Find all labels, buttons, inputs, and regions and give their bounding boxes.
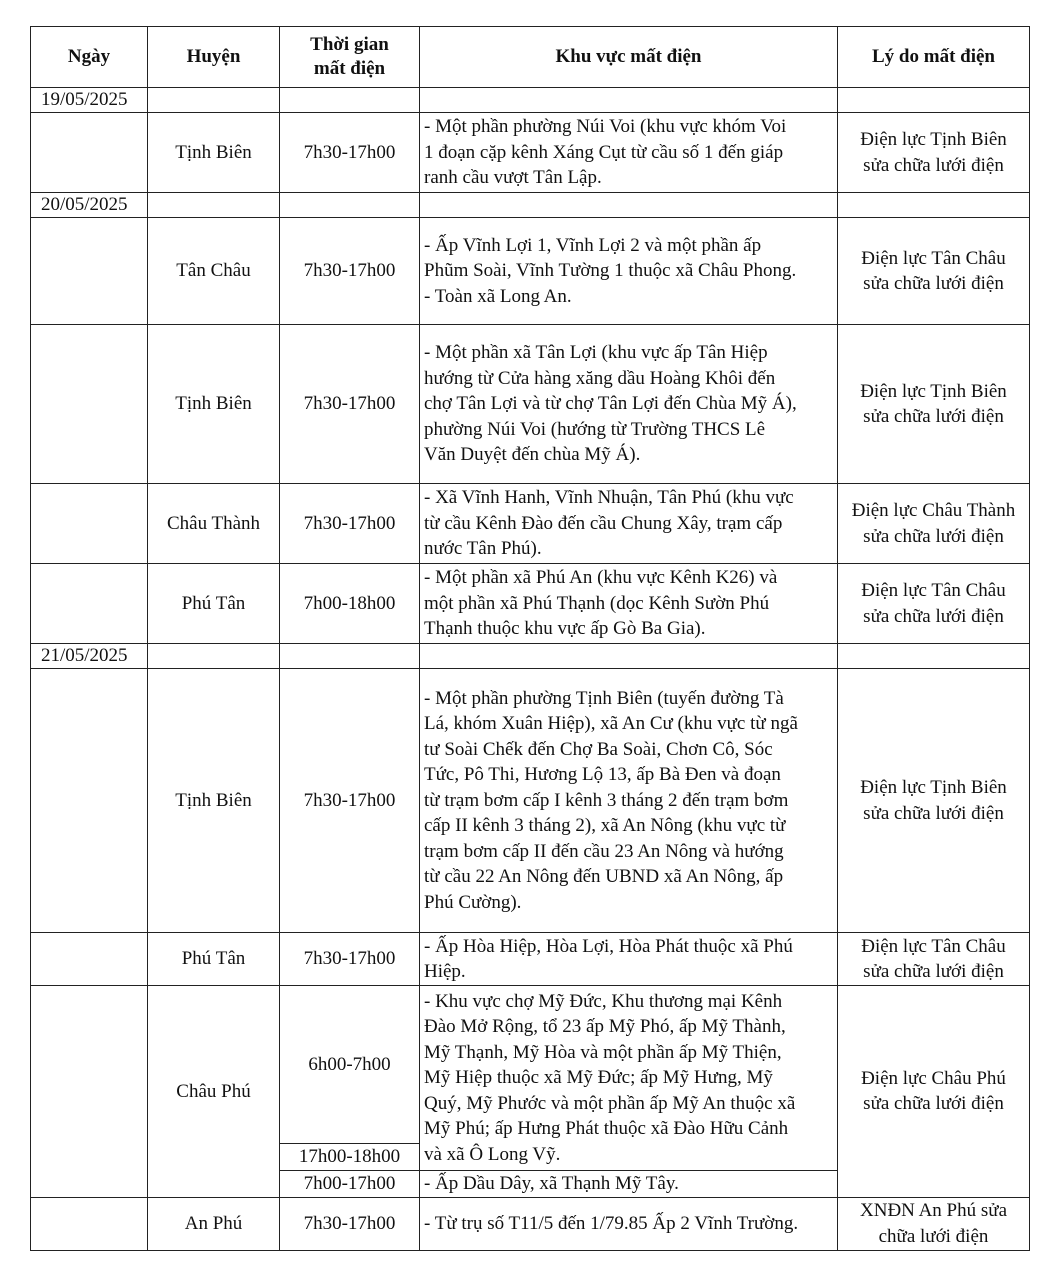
date-row [31,644,1030,669]
header-row [31,27,1030,88]
area-cell: - Ấp Dầu Dây, xã Thạnh Mỹ Tây. [420,1170,838,1197]
time-cell: 7h30-17h00 [280,1197,420,1250]
table-row [31,484,1030,564]
area-cell: - Ấp Vĩnh Lợi 1, Vĩnh Lợi 2 và một phần ấp Phũm Soài, Vĩnh Tường 1 thuộc xã Châu Phong. - Toàn xã Long An. [420,218,838,325]
date-cell: 20/05/2025 [31,193,148,218]
power-outage-table [30,26,1030,1251]
table-row [31,218,1030,325]
reason-cell: Điện lực Châu Thành sửa chữa lưới điện [838,484,1030,564]
table-row [31,933,1030,986]
reason-cell: XNĐN An Phú sửa chữa lưới điện [838,1197,1030,1250]
reason-cell: Điện lực Tân Châu sửa chữa lưới điện [838,564,1030,644]
table-row [31,1197,1030,1250]
district-cell: Châu Thành [148,484,280,564]
header-area: Khu vực mất điện [420,27,838,88]
district-cell: Phú Tân [148,933,280,986]
date-cell: 19/05/2025 [31,88,148,113]
time-cell: 7h00-18h00 [280,564,420,644]
table-row [31,986,1030,1144]
date-row [31,88,1030,113]
time-cell: 7h30-17h00 [280,484,420,564]
area-cell: - Một phần phường Tịnh Biên (tuyến đường Tà Lá, khóm Xuân Hiệp), xã An Cư (khu vực từ ngã tư Soài Chếk đến Chợ Ba Soài, Chơn Cô, Sóc Tức, Pô Thi, Hương Lộ 13, ấp Bà Đen và đoạn từ trạm bơm cấp I kênh 3 tháng 2 đến trạm bơm cấp II kênh 3 tháng 2), xã An Nông (khu vực từ trạm bơm cấp II đến cầu 23 An Nông và hướng từ cầu 22 An Nông đến UBND xã An Nông, ấp Phú Cường). [420,669,838,933]
header-time: Thời gian mất điện [280,27,420,88]
reason-cell: Điện lực Tịnh Biên sửa chữa lưới điện [838,669,1030,933]
header-date: Ngày [31,27,148,88]
district-cell: Tịnh Biên [148,669,280,933]
area-cell: - Xã Vĩnh Hanh, Vĩnh Nhuận, Tân Phú (khu vực từ cầu Kênh Đào đến cầu Chung Xây, trạm cấp nước Tân Phú). [420,484,838,564]
district-cell: Tịnh Biên [148,113,280,193]
district-cell: Tịnh Biên [148,325,280,484]
district-cell: An Phú [148,1197,280,1250]
time-cell: 7h30-17h00 [280,669,420,933]
district-cell: Châu Phú [148,986,280,1198]
reason-cell: Điện lực Tịnh Biên sửa chữa lưới điện [838,113,1030,193]
time-cell: 17h00-18h00 [280,1144,420,1171]
area-cell: - Một phần xã Tân Lợi (khu vực ấp Tân Hiệp hướng từ Cửa hàng xăng dầu Hoàng Khôi đến chợ Tân Lợi và từ chợ Tân Lợi đến Chùa Mỹ Á), phường Núi Voi (hướng từ Trường THCS Lê Văn Duyệt đến chùa Mỹ Á). [420,325,838,484]
reason-cell: Điện lực Tịnh Biên sửa chữa lưới điện [838,325,1030,484]
area-cell: - Ấp Hòa Hiệp, Hòa Lợi, Hòa Phát thuộc xã Phú Hiệp. [420,933,838,986]
header-reason: Lý do mất điện [838,27,1030,88]
reason-cell: Điện lực Châu Phú sửa chữa lưới điện [838,986,1030,1198]
time-cell: 7h00-17h00 [280,1170,420,1197]
time-cell: 7h30-17h00 [280,113,420,193]
header-district: Huyện [148,27,280,88]
time-cell: 7h30-17h00 [280,218,420,325]
area-cell: - Từ trụ số T11/5 đến 1/79.85 Ấp 2 Vĩnh Trường. [420,1197,838,1250]
table-row [31,564,1030,644]
district-cell: Phú Tân [148,564,280,644]
time-cell: 7h30-17h00 [280,933,420,986]
table-row [31,669,1030,933]
date-row [31,193,1030,218]
area-cell: - Một phần xã Phú An (khu vực Kênh K26) và một phần xã Phú Thạnh (dọc Kênh Sườn Phú Thạnh thuộc khu vực ấp Gò Ba Gia). [420,564,838,644]
table-row [31,325,1030,484]
time-cell: 7h30-17h00 [280,325,420,484]
time-cell: 6h00-7h00 [280,986,420,1144]
district-cell: Tân Châu [148,218,280,325]
area-cell: - Khu vực chợ Mỹ Đức, Khu thương mại Kênh Đào Mở Rộng, tổ 23 ấp Mỹ Phó, ấp Mỹ Thành, Mỹ Thạnh, Mỹ Hòa và một phần ấp Mỹ Thiện, Mỹ Hiệp thuộc xã Mỹ Đức; ấp Mỹ Hưng, Mỹ Quý, Mỹ Phước và một phần ấp Mỹ An thuộc xã Mỹ Phú; ấp Hưng Phát thuộc xã Đào Hữu Cảnh và xã Ô Long Vỹ. [420,986,838,1171]
reason-cell: Điện lực Tân Châu sửa chữa lưới điện [838,218,1030,325]
date-cell: 21/05/2025 [31,644,148,669]
table-row [31,113,1030,193]
area-cell: - Một phần phường Núi Voi (khu vực khóm Voi 1 đoạn cặp kênh Xáng Cụt từ cầu số 1 đến giáp ranh cầu vượt Tân Lập. [420,113,838,193]
reason-cell: Điện lực Tân Châu sửa chữa lưới điện [838,933,1030,986]
